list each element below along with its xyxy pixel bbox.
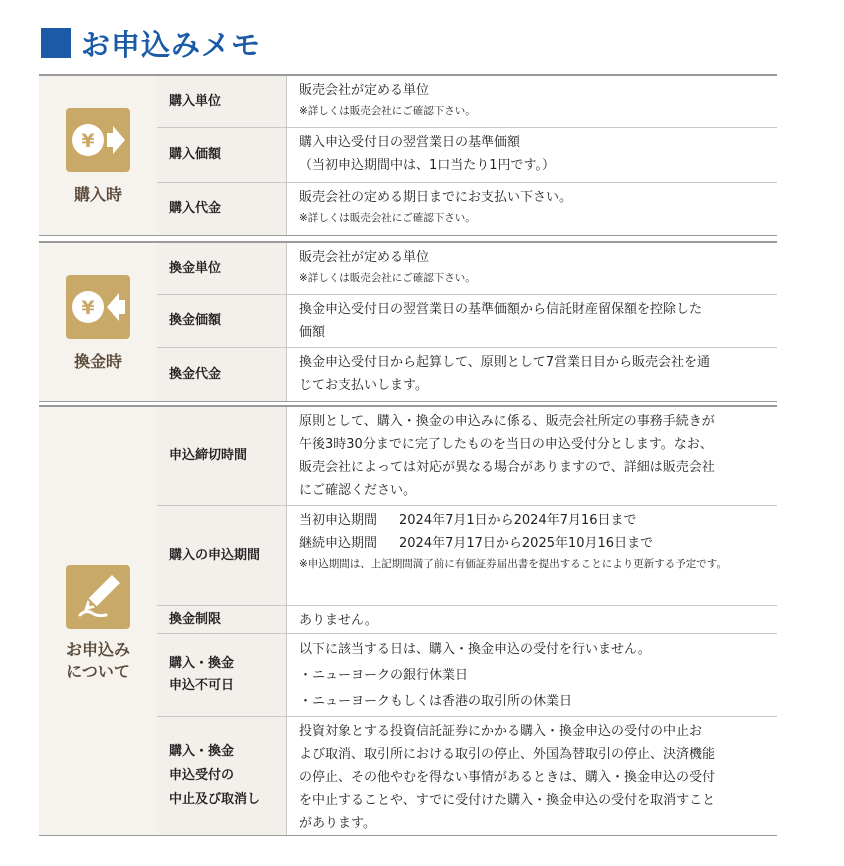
table-row	[157, 348, 777, 401]
row-header: 購入単位	[157, 76, 287, 127]
page-title: お申込みメモ	[81, 27, 262, 62]
section-side-purchase	[39, 76, 158, 235]
pen-nib-icon	[66, 565, 130, 629]
row-content: 原則として、購入・換金の申込みに係る、販売会社所定の事務手続きが 午後3時30分までに完了したものを当日の申込受付分とします。なお、 販売会社によっては対応が異なる場合がありますので、詳細は販売会社 にご確認ください。	[299, 414, 715, 498]
section-side-application	[39, 407, 158, 835]
table-row	[157, 634, 777, 717]
row-content: 換金申込受付日から起算して、原則として7営業日目から販売会社を通 じてお支払いします。	[299, 355, 711, 393]
row-content: 投資対象とする投資信託証券にかかる購入・換金申込の受付の中止お よび取消、取引所における取引の停止、外国為替取引の停止、決済機能 の停止、その他やむを得ない事情があるときは、購入・換金申込の受付 を中止することや、すでに受付けた購入・換金申込の受付を取消すこと があります。	[299, 724, 716, 831]
row-header: 換金制限	[157, 606, 287, 633]
svg-text:¥: ¥	[81, 297, 95, 319]
table-row	[157, 407, 777, 506]
table-row	[157, 183, 777, 235]
section-redemption	[39, 241, 777, 401]
row-header: 換金価額	[157, 295, 287, 347]
row-content	[288, 506, 777, 605]
section-label: お申込み について	[65, 640, 130, 681]
yen-arrow-out-icon	[66, 275, 130, 339]
section-side-redemption	[39, 243, 158, 401]
period-continuous: 継続申込期間 2024年7月17日から2025年10月16日まで	[299, 536, 654, 551]
svg-text:¥: ¥	[81, 130, 95, 152]
table-row	[157, 295, 777, 348]
row-header: 換金代金	[157, 348, 287, 401]
table-row	[157, 128, 777, 183]
table-row	[157, 76, 777, 128]
period-initial: 当初申込期間 2024年7月1日から2024年7月16日まで	[299, 513, 637, 528]
page-header	[41, 24, 261, 62]
row-header: 購入・換金 申込不可日	[157, 634, 287, 716]
row-header: 購入代金	[157, 183, 287, 235]
row-header: 購入・換金 申込受付の 中止及び取消し	[157, 717, 287, 835]
table-row	[157, 606, 777, 634]
row-content: 販売会社が定める単位 ※詳しくは販売会社にご確認下さい。	[299, 83, 476, 117]
row-content: 換金申込受付日の翌営業日の基準価額から信託財産留保額を控除した 価額	[299, 302, 703, 340]
section-label: 購入時	[73, 185, 122, 204]
row-content: ありません。	[299, 613, 378, 628]
section-label: 換金時	[73, 352, 122, 371]
table-row	[157, 243, 777, 295]
row-header: 換金単位	[157, 243, 287, 294]
yen-arrow-in-icon	[66, 108, 130, 172]
title-square-marker	[41, 28, 71, 58]
table-row	[157, 506, 777, 606]
row-content: 販売会社が定める単位 ※詳しくは販売会社にご確認下さい。	[299, 250, 476, 284]
section-purchase	[39, 74, 777, 235]
row-content: 以下に該当する日は、購入・換金申込の受付を行いません。 ・ニューヨークの銀行休業日 ・ニューヨークもしくは香港の取引所の休業日	[299, 642, 651, 709]
period-note: ※申込期間は、上記期間満了前に有価証券届出書を提出することにより更新する予定です。	[299, 558, 727, 570]
row-content: 購入申込受付日の翌営業日の基準価額 （当初申込期間中は、1口当たり1円です。）	[299, 135, 556, 173]
row-header: 購入の申込期間	[157, 506, 287, 605]
section-application	[39, 405, 777, 835]
row-content: 販売会社の定める期日までにお支払い下さい。 ※詳しくは販売会社にご確認下さい。	[299, 190, 573, 224]
table-row	[157, 717, 777, 835]
row-header: 購入価額	[157, 128, 287, 182]
row-header: 申込締切時間	[157, 407, 287, 505]
